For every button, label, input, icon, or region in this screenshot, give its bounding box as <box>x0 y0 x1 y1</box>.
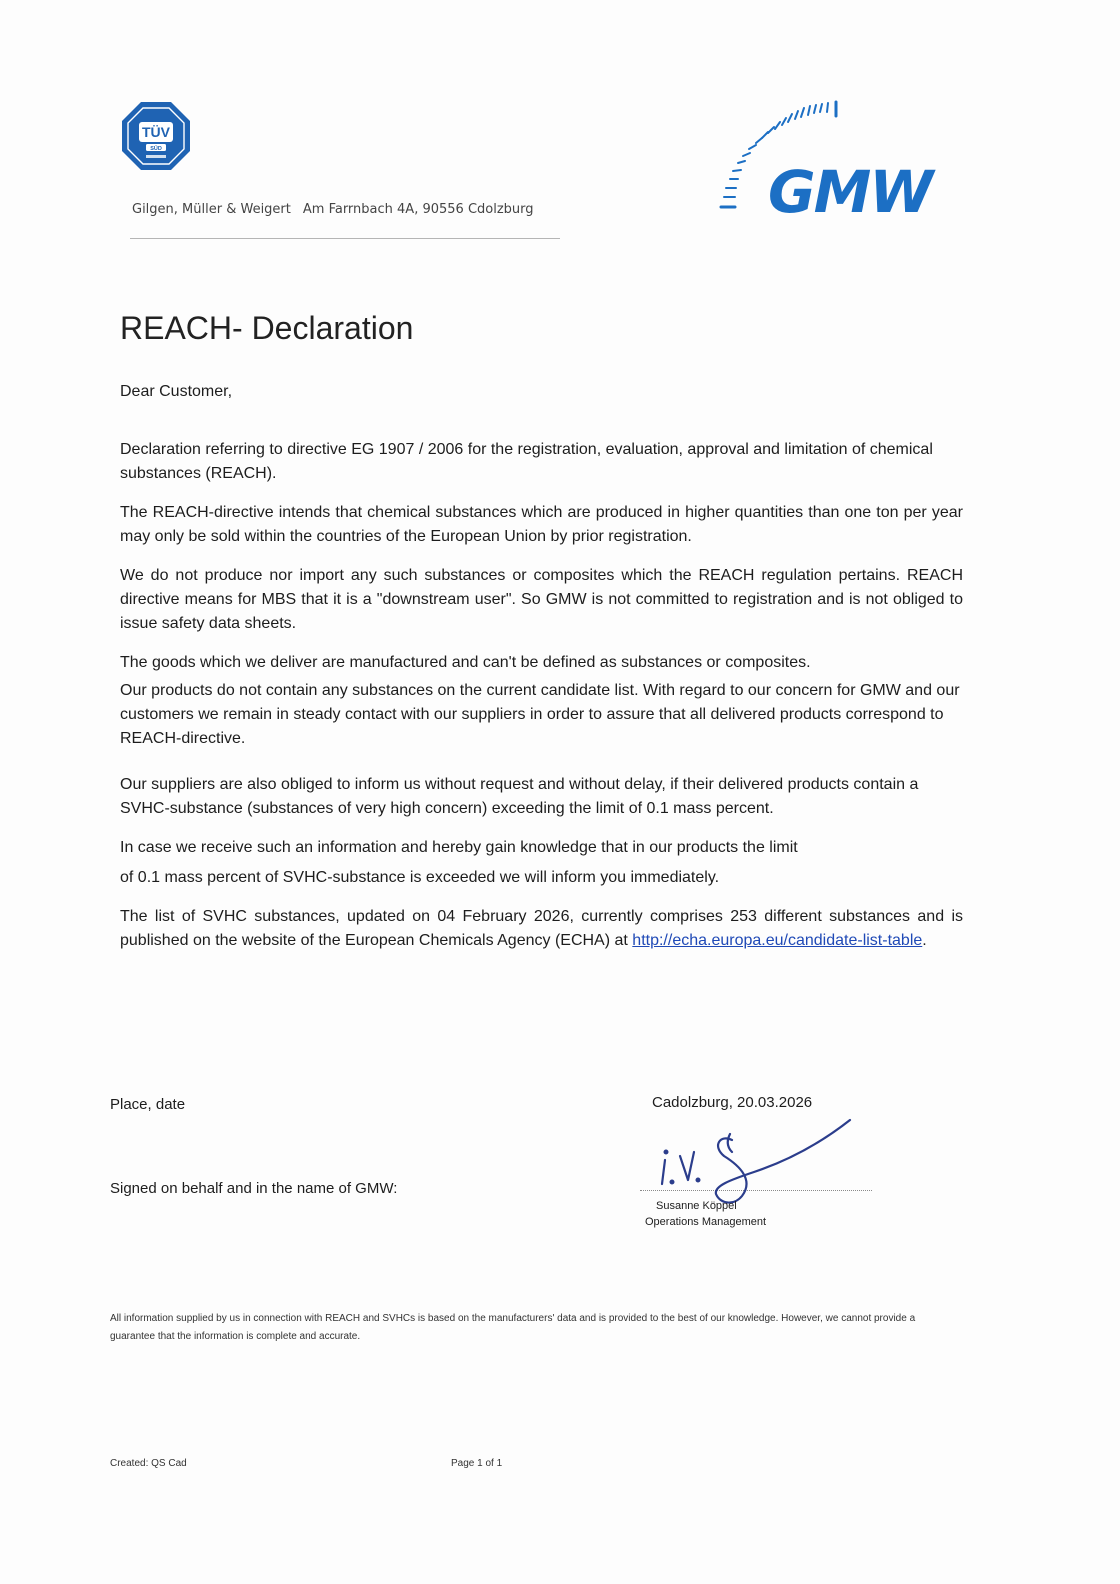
paragraph-candidate-list: Our products do not contain any substances on the current candidate list. With regard to our concern for GMW and our customers we remain in steady contact with our suppliers in order to assure that all delivered products correspond to REACH-directive. <box>120 682 960 747</box>
svhc-list-text: The list of SVHC substances, updated on 04 February 2026, currently comprises 253 different substances and is published on the website of the European Chemicals Agency (ECHA) at <box>120 908 963 949</box>
svg-text:SÜD: SÜD <box>150 146 162 152</box>
place-date-label: Place, date <box>110 1096 186 1113</box>
paragraph-suppliers: Our suppliers are also obliged to inform us without request and without delay, if their delivered products contain a SVHC-substance (substances of very high concern) exceeding the limit of 0.1 mass percent. <box>120 776 919 817</box>
company-name: Gilgen, Müller & Weigert <box>132 202 291 217</box>
place-date-value: Cadolzburg, 20.03.2026 <box>652 1094 813 1111</box>
gmw-logo <box>718 96 976 226</box>
sender-address-line <box>132 202 534 217</box>
paragraph-svhc-list <box>120 905 963 953</box>
paragraph-goods: The goods which we deliver are manufactured and can't be defined as substances or composites. <box>120 654 811 671</box>
company-address: Am Farrnbach 4A, 90556 Cdolzburg <box>302 202 534 217</box>
header-divider <box>130 238 560 239</box>
tuv-sud-logo <box>120 100 192 172</box>
page-title: REACH- Declaration <box>120 310 414 346</box>
svg-text:GMW: GMW <box>768 158 932 226</box>
disclaimer: All information supplied by us in connection with REACH and SVHCs is based on the manufacturers' data and is provided to the best of our knowledge. However, we cannot provide a guarantee that the information is complete and accurate. <box>110 1313 916 1342</box>
page-number: Page 1 of 1 <box>451 1458 503 1469</box>
paragraph-not-producer: We do not produce nor import any such substances or composites which the REACH regulation pertains. REACH directive means for MBS that it is a "downstream user". So GMW is not committed to registration and is not obliged to issue safety data sheets. <box>120 567 963 632</box>
notification-line-2: of 0.1 mass percent of SVHC-substance is exceeded we will inform you immediately. <box>120 869 720 886</box>
declaration-body <box>120 438 963 968</box>
echa-candidate-list-link[interactable]: http://echa.europa.eu/candidate-list-table <box>632 932 923 949</box>
signed-on-behalf-label: Signed on behalf and in the name of GMW: <box>110 1180 398 1197</box>
paragraph-reach-intent: The REACH-directive intends that chemical substances which are produced in higher quantities than one ton per year may only be sold within the countries of the European Union by prior registration. <box>120 504 963 545</box>
notification-line-1: In case we receive such an information and hereby gain knowledge that in our products the limit <box>120 839 798 856</box>
svhc-list-period: . <box>922 932 927 949</box>
greeting: Dear Customer, <box>120 383 233 400</box>
created-by: Created: QS Cad <box>110 1458 187 1469</box>
signer-role: Operations Management <box>645 1216 767 1228</box>
svg-text:TÜV: TÜV <box>142 124 170 140</box>
paragraph-directive: Declaration referring to directive EG 1907 / 2006 for the registration, evaluation, approval and limitation of chemical substances (REACH). <box>120 441 933 482</box>
signer-name: Susanne Köppel <box>656 1200 737 1212</box>
paragraph-notification <box>120 836 880 890</box>
